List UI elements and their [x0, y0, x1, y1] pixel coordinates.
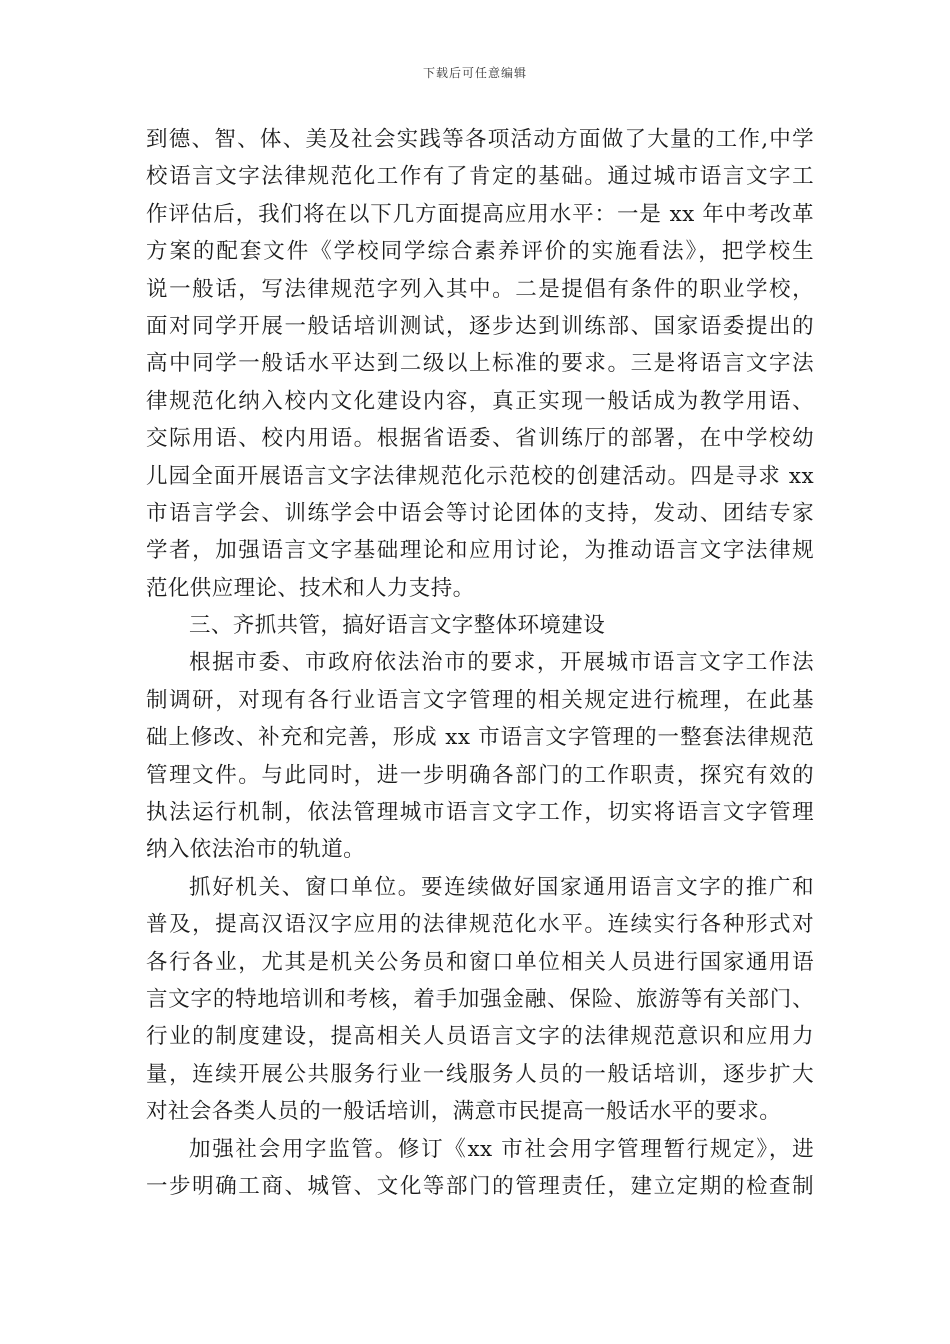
text-line-18: 管理文件。与此同时，进一步明确各部门的工作职责，探究有效的: [146, 762, 814, 788]
text-line-15: 根据市委、市政府依法治市的要求，开展城市语言文字工作法: [189, 650, 814, 676]
text-line-2: 校语言文字法律规范化工作有了肯定的基础。通过城市语言文字工: [146, 164, 814, 190]
text-line-3: 作评估后，我们将在以下几方面提高应用水平：一是 xx 年中考改革: [146, 201, 814, 227]
text-line-20: 纳入依法治市的轨道。: [146, 837, 366, 863]
text-line-9: 交际用语、校内用语。根据省语委、省训练厅的部署，在中学校幼: [146, 426, 814, 452]
text-line-12: 学者，加强语言文字基础理论和应用讨论，为推动语言文字法律规: [146, 538, 814, 564]
text-line-19: 执法运行机制，依法管理城市语言文字工作，切实将语言文字管理: [146, 800, 814, 826]
text-line-27: 对社会各类人员的一般话培训，满意市民提高一般话水平的要求。: [146, 1099, 782, 1125]
text-line-13: 范化供应理论、技术和人力支持。: [146, 575, 475, 601]
text-line-24: 言文字的特地培训和考核，着手加强金融、保险、旅游等有关部门、: [146, 986, 814, 1012]
text-line-7: 高中同学一般话水平达到二级以上标准的要求。三是将语言文字法: [146, 351, 814, 377]
text-line-10: 儿园全面开展语言文字法律规范化示范校的创建活动。四是寻求 xx: [146, 463, 814, 489]
text-line-16: 制调研，对现有各行业语言文字管理的相关规定进行梳理，在此基: [146, 687, 814, 713]
text-line-29: 一步明确工商、城管、文化等部门的管理责任，建立定期的检查制: [146, 1173, 814, 1199]
page-header: 下载后可任意编辑: [422, 66, 527, 80]
text-line-28: 加强社会用字监管。修订《xx 市社会用字管理暂行规定》，进: [189, 1136, 814, 1162]
text-line-5: 说一般话，写法律规范字列入其中。二是提倡有条件的职业学校，: [146, 276, 814, 302]
document-body: [146, 121, 814, 1205]
text-line-1: 到德、智、体、美及社会实践等各项活动方面做了大量的工作,中学: [146, 127, 814, 152]
text-line-17: 础上修改、补充和完善，形成 xx 市语言文字管理的一整套法律规范: [146, 725, 814, 751]
text-line-4: 方案的配套文件《学校同学综合素养评价的实施看法》，把学校生: [146, 239, 814, 265]
text-line-22: 普及，提高汉语汉字应用的法律规范化水平。连续实行各种形式对: [146, 912, 814, 938]
text-line-25: 行业的制度建设，提高相关人员语言文字的法律规范意识和应用力: [146, 1024, 814, 1050]
text-line-23: 各行各业，尤其是机关公务员和窗口单位相关人员进行国家通用语: [146, 949, 814, 975]
text-line-26: 量，连续开展公共服务行业一线服务人员的一般话培训，逐步扩大: [146, 1061, 814, 1087]
text-line-21: 抓好机关、窗口单位。要连续做好国家通用语言文字的推广和: [189, 874, 814, 900]
text-line-8: 律规范化纳入校内文化建设内容，真正实现一般话成为教学用语、: [146, 388, 814, 414]
section-heading: 三、齐抓共管，搞好语言文字整体环境建设: [189, 613, 606, 639]
text-line-11: 市语言学会、训练学会中语会等讨论团体的支持，发动、团结专家: [146, 500, 814, 526]
text-line-6: 面对同学开展一般话培训测试，逐步达到训练部、国家语委提出的: [146, 313, 814, 339]
